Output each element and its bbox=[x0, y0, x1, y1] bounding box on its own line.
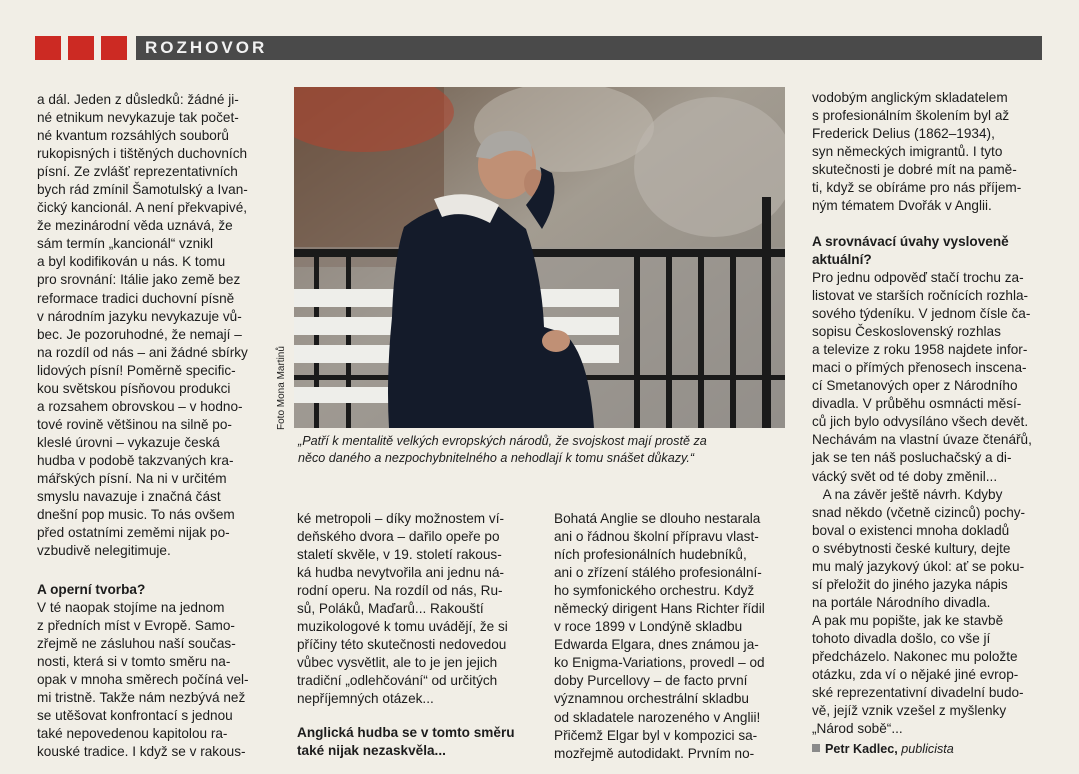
paragraph: V té naopak stojíme na jednom z předních míst v Evropě. Samo- zřejmě ne zásluhou naší součas- nosti, která si v tomto směru na- opak v mnoha směrech počíná vel- mi tristně. Takže nám nezbývá než se utěšovat konfrontací s jednou také nepovedenou kapitolou ra- kouské tradice. I když se v rakous- bbox=[37, 600, 249, 760]
author-name: Petr Kadlec, bbox=[825, 742, 898, 756]
photo-caption: „Patří k mentalitě velkých evropských národů, že svojskost mají prostě za něco daného a nezpochybnitelného a nehodlají k tomu snášet důkazy.“ bbox=[298, 434, 707, 465]
section-marker-square bbox=[68, 36, 94, 60]
article-column-4: vodobým anglickým skladatelem s profesionálním školením byl až Frederick Delius (1862–1934), syn německých imigrantů. I tyto skutečnosti je dobré mít na pamě- ti, když se obíráme pro nás příjem- ným tématem Dvořák v Anglii. bbox=[812, 90, 1022, 214]
photo-credit: Foto Mona Martinů bbox=[276, 346, 287, 430]
section-heading: A operní tvorba? bbox=[37, 582, 146, 597]
paragraph: a dál. Jeden z důsledků: žádné ji- né etnikum nevykazuje tak počet- né kvantum rozsáhlých souborů rukopisných i tištěných duchovních písní. Ze zvlášť reprezentativních bych rád zmínil Šamotulský a Ivan- čický kancionál. A není překvapivé, že mezinárodní věda uznává, že sám termín „kancionál“ vznikl a byl kodifikován u nás. K tomu pro srovnání: Itálie jako země bez reformace tradici duchovní písně v národním jazyku nevykazuje vů- bec. Je pozoruhodné, že nemají – na rozdíl od nás – ani žádné sbírky lidových písní! Poměrně specific- kou světskou písňovou produkci a rozsahem obrovskou – v hodno- tové rovině většinou na silně po- kleslé úrovni – vykazuje česká hudba v podobě takzvaných kra- mářských písní. Na ni v určitém smyslu navazuje i značná část dnešní pop music. To nás ovšem před ostatními zeměmi nijak po- vzbudivě nelegitimuje. bbox=[37, 92, 248, 559]
signature-marker bbox=[812, 744, 820, 752]
article-column-2: ké metropoli – díky možnostem ví- deňského dvora – dařilo opeře po staletí skvěle, v 19. století rakous- ká hudba nevytvořila ani jednu ná- rodní operu. Na rozdíl od nás, Ru- sů, Poláků, Maďarů... Rakouští muzikologové k tomu uvádějí, že si příčiny této skutečnosti nedovedou vůbec vysvětlit, ale to je jen jejich tradiční „odlehčování“ od určitých nepříjemných otázek... bbox=[297, 511, 508, 707]
article-column-1 bbox=[37, 91, 248, 560]
interview-photo bbox=[294, 87, 785, 428]
article-column-3: Bohatá Anglie se dlouho nestarala ani o řádnou školní přípravu vlast- ních profesionálních hudebníků, ani o zřízení stálého profesionální- ho symfonického orchestru. Když německý dirigent Hans Richter řídil v roce 1899 v Londýně skladbu Edwarda Elgara, dnes známou ja- ko Enigma-Variations, provedl – od doby Purcellovy – de facto první významnou orchestrální skladbu od skladatele narozeného v Anglii! Přičemž Elgar byl v kompozici sa- mozřejmě autodidakt. Prvním no- bbox=[554, 511, 765, 761]
section-marker-square bbox=[35, 36, 61, 60]
section-marker-square bbox=[101, 36, 127, 60]
section-heading: Anglická hudba se v tomto směru také nijak nezaskvěla... bbox=[297, 725, 515, 759]
author-role: publicista bbox=[901, 742, 954, 756]
section-band bbox=[136, 36, 1042, 60]
section-heading: A srovnávací úvahy vysloveně aktuální? bbox=[812, 234, 1009, 268]
section-title: ROZHOVOR bbox=[145, 38, 268, 57]
author-signature bbox=[812, 740, 954, 758]
paragraph: Pro jednu odpověď stačí trochu za- listovat ve starších ročnících rozhla- sového týdeníku. V jednom čísle ča- sopisu Československý rozhlas a televize z roku 1958 najdete infor- maci o přímých přenosech inscena- cí Smetanových oper z Národního divadla. V průběhu osmnácti měsí- ců jich bylo odvysíláno všech devět. Nechávám na vlastní úvaze čtenářů, jak se ten náš posluchačský a di- vácký svět od té doby změnil... A na závěr ještě návrh. Kdyby snad někdo (včetně cizinců) pochy- boval o existenci mnoha dokladů o svébytnosti české kultury, dejte mu malý jazykový úkol: ať se poku- sí přeložit do jiného jazyka nápis na portále Národního divadla. A pak mu popište, jak ke stavbě tohoto divadla došlo, co vše jí předcházelo. Nakonec mu položte otázku, zda ví o nějaké jiné evrop- ské reprezentativní divadelní budo- vě, jejíž vznik vzešel z myšlenky „Národ sobě“... bbox=[812, 270, 1032, 737]
